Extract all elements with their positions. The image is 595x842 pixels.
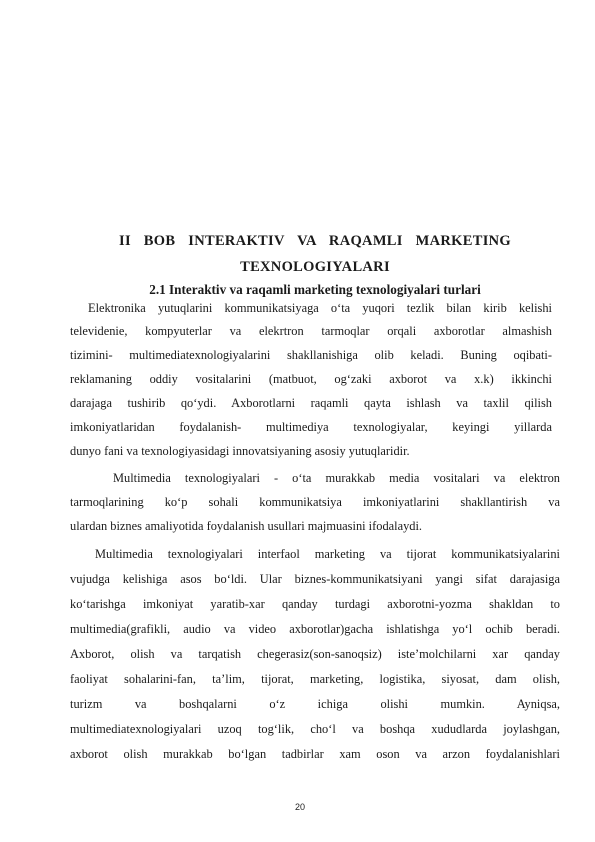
paragraph-3-line: Multimedia texnologiyalari interfaol marketing va tijorat kommunikatsiyalarini bbox=[95, 547, 560, 561]
paragraph-3-line: axborot olish murakkab bo‘lgan tadbirlar xam oson va arzon foydalanishlari bbox=[70, 747, 560, 761]
paragraph-3-line: vujudga kelishiga asos bo‘ldi. Ular biznes-kommunikatsiyani yangi sifat darajasiga bbox=[70, 572, 560, 586]
paragraph-1-line: Elektronika yutuqlarini kommunikatsiyaga o‘ta yuqori tezlik bilan kirib kelishi bbox=[88, 301, 552, 315]
paragraph-2-line: Multimedia texnologiyalari - o‘ta murakkab media vositalari va elektron bbox=[113, 471, 560, 485]
paragraph-3-line: Axborot, olish va tarqatish chegerasiz(son-sanoqsiz) iste’molchilarni xar qanday bbox=[70, 647, 560, 661]
chapter-title-line-1: II BOB INTERAKTIV VA RAQAMLI MARKETING bbox=[119, 233, 511, 249]
paragraph-3-line: ko‘tarishga imkoniyat yaratib-xar qanday turdagi axborotni-yozma shakldan to bbox=[70, 597, 560, 611]
section-title: 2.1 Interaktiv va raqamli marketing texnologiyalari turlari bbox=[149, 282, 481, 297]
paragraph-3-line: multimediatexnologiyalari uzoq tog‘lik, cho‘l va boshqa xududlarda joylashgan, bbox=[70, 722, 560, 736]
paragraph-3-line: multimedia(grafikli, audio va video axborotlar)gacha ishlatishga yo‘l ochib beradi. bbox=[70, 622, 560, 636]
paragraph-1-line: tizimini- multimediatexnologiyalarini shakllanishiga olib keladi. Buning oqibati- bbox=[70, 348, 552, 362]
paragraph-3-line: faoliyat sohalarini-fan, ta’lim, tijorat, marketing, logistika, siyosat, dam olish, bbox=[70, 672, 560, 686]
paragraph-1-line: televidenie, kompyuterlar va elekrtron tarmoqlar orqali axborotlar almashish bbox=[70, 324, 552, 338]
paragraph-1-line: dunyo fani va texnologiyasidagi innovatsiyaning asosiy yutuqlaridir. bbox=[70, 444, 410, 458]
paragraph-2-line: tarmoqlarining ko‘p sohali kommunikatsiya imkoniyatlarini shakllantirish va bbox=[70, 495, 560, 509]
paragraph-1-line: darajaga tushirib qo‘ydi. Axborotlarni raqamli qayta ishlash va taxlil qilish bbox=[70, 396, 552, 410]
paragraph-3-line: turizm va boshqalarni o‘z ichiga olishi mumkin. Ayniqsa, bbox=[70, 697, 560, 711]
paragraph-1-line: imkoniyatlaridan foydalanish- multimediya texnologiyalar, keyingi yillarda bbox=[70, 420, 552, 434]
page-number: 20 bbox=[294, 802, 305, 812]
chapter-title-line-2: TEXNOLOGIYALARI bbox=[240, 259, 390, 275]
paragraph-1-line: reklamaning oddiy vositalarini (matbuot, og‘zaki axborot va x.k) ikkinchi bbox=[70, 372, 552, 386]
paragraph-2-line: ulardan biznes amaliyotida foydalanish usullari majmuasini ifodalaydi. bbox=[70, 519, 423, 533]
